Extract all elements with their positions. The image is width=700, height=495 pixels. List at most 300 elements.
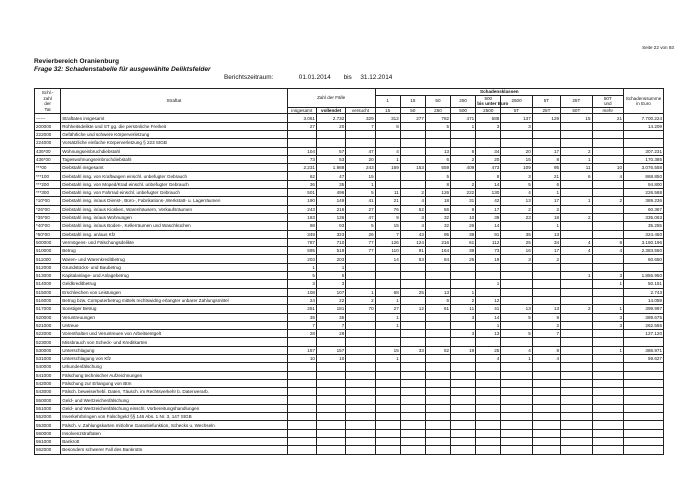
row-value: 312 bbox=[375, 114, 400, 122]
row-value bbox=[592, 371, 624, 379]
row-value bbox=[561, 346, 592, 354]
row-value: 1 bbox=[561, 272, 592, 280]
row-value: 2 bbox=[400, 189, 425, 197]
row-label: Inverkehrbringen von Falschgeld §§ 146 Abs. 1 Nr. 3, 147 StGB bbox=[61, 413, 287, 421]
row-value: 20 bbox=[501, 147, 532, 155]
row-value bbox=[561, 122, 592, 130]
row-value: 35 bbox=[287, 313, 316, 321]
row-value bbox=[624, 263, 664, 271]
row-value bbox=[592, 180, 624, 188]
row-key: 562000 bbox=[35, 446, 61, 454]
row-label: Geldkreditbetrug bbox=[61, 280, 287, 288]
header-vollendet: vollendet bbox=[316, 107, 345, 114]
row-value: 12 bbox=[476, 296, 501, 304]
row-value bbox=[375, 437, 400, 445]
row-value: 27 bbox=[287, 122, 316, 130]
row-value bbox=[400, 338, 425, 346]
row-value: 2 bbox=[346, 296, 375, 304]
row-value bbox=[346, 354, 375, 362]
row-value bbox=[561, 255, 592, 263]
row-value: 93 bbox=[316, 222, 345, 230]
row-value: 23 bbox=[501, 213, 532, 221]
row-value bbox=[476, 396, 501, 404]
row-key: 521000 bbox=[35, 321, 61, 329]
row-value: 8 bbox=[451, 147, 476, 155]
header-schadenssumme-2: in Euro bbox=[636, 101, 651, 107]
row-value: 61 bbox=[451, 238, 476, 246]
row-value: 20 bbox=[346, 155, 375, 163]
row-value bbox=[592, 222, 624, 230]
row-value: 129 bbox=[532, 114, 560, 122]
row-value: 52 bbox=[400, 205, 425, 213]
table-row bbox=[35, 164, 664, 172]
row-value bbox=[400, 263, 425, 271]
row-value bbox=[561, 330, 592, 338]
row-value bbox=[592, 338, 624, 346]
row-value bbox=[476, 446, 501, 454]
row-value: 216 bbox=[316, 205, 345, 213]
row-value bbox=[375, 180, 400, 188]
row-value: 389.675 bbox=[624, 313, 664, 321]
row-value bbox=[425, 396, 450, 404]
row-key: 514000 bbox=[35, 280, 61, 288]
row-value bbox=[400, 429, 425, 437]
row-label: Grundstücks- und Baubetrug bbox=[61, 263, 287, 271]
row-key: ***300 bbox=[35, 189, 61, 197]
row-value: 28 bbox=[287, 330, 316, 338]
row-value: 107 bbox=[316, 288, 345, 296]
header-upper: 250 bbox=[451, 95, 476, 107]
row-value: 1 bbox=[451, 288, 476, 296]
row-value: 41 bbox=[346, 197, 375, 205]
row-value: 1.988 bbox=[316, 164, 345, 172]
row-value bbox=[346, 330, 375, 338]
row-value: 153 bbox=[400, 164, 425, 172]
row-value bbox=[561, 363, 592, 371]
row-key: *26*00 bbox=[35, 205, 61, 213]
row-value bbox=[346, 139, 375, 147]
header-und: und bbox=[603, 101, 612, 107]
row-value: 27 bbox=[346, 205, 375, 213]
row-value: 1.855.950 bbox=[624, 272, 664, 280]
row-value bbox=[592, 330, 624, 338]
row-value: 3 bbox=[476, 122, 501, 130]
row-value bbox=[561, 263, 592, 271]
row-value: 61 bbox=[425, 305, 450, 313]
row-value bbox=[532, 379, 560, 387]
row-value: 91 bbox=[400, 247, 425, 255]
row-value: 3 bbox=[592, 313, 624, 321]
row-value: 76 bbox=[375, 205, 400, 213]
row-value bbox=[624, 437, 664, 445]
row-value bbox=[346, 421, 375, 429]
row-value: 1 bbox=[375, 155, 400, 163]
row-value: 183 bbox=[287, 213, 316, 221]
row-value: 11 bbox=[451, 305, 476, 313]
period-from: 01.01.2014 bbox=[298, 74, 331, 81]
row-value bbox=[287, 130, 316, 138]
row-value: 32 bbox=[425, 213, 450, 221]
row-value bbox=[287, 388, 316, 396]
period-to: 31.12.2014 bbox=[360, 74, 393, 81]
row-value bbox=[451, 371, 476, 379]
row-value: 21 bbox=[592, 114, 624, 122]
row-value: 7 bbox=[346, 122, 375, 130]
row-key: 541000 bbox=[35, 371, 61, 379]
row-value bbox=[425, 371, 450, 379]
row-value: 62 bbox=[287, 172, 316, 180]
row-value bbox=[592, 288, 624, 296]
row-value bbox=[561, 338, 592, 346]
row-value: 1 bbox=[561, 155, 592, 163]
row-value: 17 bbox=[532, 247, 560, 255]
row-value: 4 bbox=[501, 189, 532, 197]
row-value: 10 bbox=[316, 354, 345, 362]
row-value bbox=[400, 172, 425, 180]
row-value: 5 bbox=[346, 222, 375, 230]
row-value bbox=[400, 272, 425, 280]
row-value: 1 bbox=[592, 305, 624, 313]
row-value bbox=[532, 413, 560, 421]
table-row bbox=[35, 446, 664, 454]
row-value bbox=[375, 263, 400, 271]
reporting-period bbox=[224, 74, 392, 81]
table-row bbox=[35, 213, 664, 221]
row-value bbox=[346, 379, 375, 387]
row-value: 47 bbox=[316, 172, 345, 180]
row-value: 28 bbox=[316, 330, 345, 338]
row-value bbox=[375, 388, 400, 396]
row-value: 39 bbox=[451, 247, 476, 255]
row-value: 5 bbox=[501, 330, 532, 338]
row-value: 2.383.550 bbox=[624, 247, 664, 255]
row-value: 18 bbox=[425, 197, 450, 205]
row-value bbox=[287, 429, 316, 437]
table-row bbox=[35, 155, 664, 163]
row-key: ***00 bbox=[35, 164, 61, 172]
row-value bbox=[592, 396, 624, 404]
row-value bbox=[451, 280, 476, 288]
row-key: 560000 bbox=[35, 429, 61, 437]
row-value bbox=[400, 139, 425, 147]
row-value bbox=[532, 437, 560, 445]
row-value: 25 bbox=[501, 238, 532, 246]
row-value bbox=[375, 272, 400, 280]
row-value: 5 bbox=[501, 313, 532, 321]
row-value bbox=[451, 363, 476, 371]
row-value bbox=[400, 330, 425, 338]
row-value: 203 bbox=[287, 255, 316, 263]
row-value bbox=[400, 280, 425, 288]
row-value bbox=[316, 413, 345, 421]
row-value: 222 bbox=[451, 189, 476, 197]
row-value: 56 bbox=[425, 205, 450, 213]
row-value: 14 bbox=[375, 255, 400, 263]
org-title: Revierbereich Oranienburg bbox=[34, 58, 120, 65]
row-value: 110 bbox=[375, 247, 400, 255]
row-value: 43 bbox=[400, 230, 425, 238]
row-value: 6 bbox=[532, 180, 560, 188]
row-label: Diebstahl insg. in/aus Kiosken, Warenhäusern, Verkaufsräumen bbox=[61, 205, 287, 213]
row-value bbox=[561, 180, 592, 188]
row-value: 4 bbox=[592, 247, 624, 255]
row-value bbox=[501, 280, 532, 288]
row-value: 710 bbox=[316, 238, 345, 246]
row-value bbox=[425, 263, 450, 271]
row-value: 14 bbox=[476, 222, 501, 230]
row-value: 9 bbox=[451, 205, 476, 213]
row-value bbox=[400, 130, 425, 138]
row-value bbox=[476, 429, 501, 437]
header-upper: 15 bbox=[400, 95, 425, 107]
row-label: Straftaten insgesamt bbox=[61, 114, 287, 122]
row-value: 108 bbox=[287, 288, 316, 296]
row-key: *10*00 bbox=[35, 197, 61, 205]
table-row bbox=[35, 371, 664, 379]
row-value bbox=[592, 189, 624, 197]
row-value: 13 bbox=[532, 305, 560, 313]
row-value bbox=[561, 321, 592, 329]
row-value bbox=[624, 139, 664, 147]
row-value: 496 bbox=[316, 189, 345, 197]
row-value: 588 bbox=[476, 114, 501, 122]
row-value bbox=[476, 338, 501, 346]
header-schl: Schl.- bbox=[41, 90, 54, 95]
row-value bbox=[501, 404, 532, 412]
header-upper: 50 bbox=[425, 95, 450, 107]
row-value: 73 bbox=[287, 155, 316, 163]
row-label: Vorenthalten und Veruntreuen von Arbeitsentgelt bbox=[61, 330, 287, 338]
row-value: 4 bbox=[400, 197, 425, 205]
table-row bbox=[35, 172, 664, 180]
table-row bbox=[35, 230, 664, 238]
row-label: Kapitalanlage- und Anlagebetrug bbox=[61, 272, 287, 280]
row-label: Diebstahl insg. von Moped/Krad einschl. unbefugter Gebrauch bbox=[61, 180, 287, 188]
row-value bbox=[425, 130, 450, 138]
row-key: 540000 bbox=[35, 363, 61, 371]
row-value: 11 bbox=[375, 189, 400, 197]
row-value bbox=[400, 296, 425, 304]
row-value: 31 bbox=[451, 197, 476, 205]
row-value bbox=[476, 288, 501, 296]
row-value bbox=[316, 421, 345, 429]
row-value bbox=[346, 272, 375, 280]
row-value: 2 bbox=[451, 155, 476, 163]
row-value: 7 bbox=[532, 330, 560, 338]
row-label: Diebstahl insg. von Kraftwagen einschl. unbefugter Gebrauch bbox=[61, 172, 287, 180]
row-value: 39 bbox=[476, 213, 501, 221]
row-value: 104 bbox=[287, 147, 316, 155]
row-value bbox=[451, 396, 476, 404]
row-value bbox=[476, 413, 501, 421]
row-value: 57 bbox=[316, 147, 345, 155]
row-key: 516000 bbox=[35, 296, 61, 304]
row-value bbox=[400, 421, 425, 429]
row-value: 277 bbox=[400, 114, 425, 122]
row-value: 20 bbox=[316, 122, 345, 130]
row-value: 127.120 bbox=[624, 330, 664, 338]
table-row bbox=[35, 330, 664, 338]
header-bis-unter: bis unter Euro bbox=[477, 101, 509, 107]
row-value bbox=[400, 446, 425, 454]
row-value bbox=[532, 130, 560, 138]
row-value: 157 bbox=[316, 346, 345, 354]
row-value bbox=[532, 272, 560, 280]
table-row bbox=[35, 247, 664, 255]
header-upper: 25T bbox=[561, 95, 592, 107]
row-value bbox=[375, 139, 400, 147]
row-value bbox=[592, 130, 624, 138]
table-header bbox=[35, 89, 664, 114]
row-value: 9 bbox=[532, 313, 560, 321]
row-value bbox=[425, 404, 450, 412]
row-value: 1 bbox=[346, 288, 375, 296]
row-value bbox=[561, 404, 592, 412]
row-value: 20 bbox=[476, 155, 501, 163]
header-lower: 5T bbox=[501, 107, 532, 114]
row-value bbox=[425, 313, 450, 321]
row-value: 14.059 bbox=[624, 296, 664, 304]
row-value: 349 bbox=[287, 230, 316, 238]
table-row bbox=[35, 147, 664, 155]
row-value: 136 bbox=[316, 213, 345, 221]
row-label: Erschleichen von Leistungen bbox=[61, 288, 287, 296]
row-value: 24 bbox=[287, 296, 316, 304]
row-value bbox=[501, 379, 532, 387]
row-value bbox=[346, 371, 375, 379]
row-label: Waren- und Warenkreditbetrug bbox=[61, 255, 287, 263]
row-value: 8 bbox=[532, 155, 560, 163]
header-lower: mehr bbox=[592, 107, 624, 114]
row-value: 3 bbox=[501, 255, 532, 263]
row-value: 559 bbox=[425, 164, 450, 172]
row-value bbox=[287, 371, 316, 379]
row-value bbox=[451, 321, 476, 329]
row-value: 17 bbox=[476, 205, 501, 213]
row-value bbox=[561, 222, 592, 230]
row-value: 5 bbox=[316, 272, 345, 280]
header-upper: 1 bbox=[375, 95, 400, 107]
row-value: 1 bbox=[375, 313, 400, 321]
row-value bbox=[400, 354, 425, 362]
row-key: 222000 bbox=[35, 130, 61, 138]
row-value bbox=[501, 363, 532, 371]
row-value: 14.209 bbox=[624, 122, 664, 130]
header-lower: 25T bbox=[532, 107, 560, 114]
row-value: 25 bbox=[451, 255, 476, 263]
row-value bbox=[624, 446, 664, 454]
row-key: *40*00 bbox=[35, 222, 61, 230]
row-value: 9 bbox=[375, 213, 400, 221]
row-value: 262.555 bbox=[624, 321, 664, 329]
row-label: Fälschung zur Erlangung von Btm bbox=[61, 379, 287, 387]
row-value: 39 bbox=[451, 230, 476, 238]
row-value: 15 bbox=[501, 155, 532, 163]
row-value bbox=[532, 139, 560, 147]
row-value: 17 bbox=[532, 197, 560, 205]
row-value: 2.231 bbox=[287, 164, 316, 172]
table-row bbox=[35, 139, 664, 147]
row-value bbox=[425, 338, 450, 346]
row-value bbox=[532, 122, 560, 130]
row-label: Urkundenfälschung bbox=[61, 363, 287, 371]
row-value bbox=[400, 404, 425, 412]
row-value: 1 bbox=[561, 197, 592, 205]
row-value: 1 bbox=[375, 296, 400, 304]
row-value: 4 bbox=[476, 354, 501, 362]
row-key: *35*00 bbox=[35, 213, 61, 221]
row-value: 5 bbox=[346, 189, 375, 197]
row-value bbox=[400, 396, 425, 404]
row-value bbox=[592, 139, 624, 147]
row-value bbox=[501, 446, 532, 454]
row-value bbox=[592, 205, 624, 213]
row-value bbox=[287, 363, 316, 371]
row-value bbox=[561, 189, 592, 197]
row-value bbox=[532, 296, 560, 304]
header-lower: 2500 bbox=[476, 107, 501, 114]
row-value bbox=[532, 263, 560, 271]
row-label: Vermögens- und Fälschungsdelikte bbox=[61, 238, 287, 246]
row-value: 21 bbox=[375, 197, 400, 205]
row-value: 5 bbox=[501, 180, 532, 188]
row-value: 12 bbox=[400, 305, 425, 313]
header-lower: 250 bbox=[425, 107, 450, 114]
row-value: 68 bbox=[375, 288, 400, 296]
row-value bbox=[592, 379, 624, 387]
row-value bbox=[476, 139, 501, 147]
row-value: 2 bbox=[561, 305, 592, 313]
row-value: 251 bbox=[287, 305, 316, 313]
row-value: 22 bbox=[316, 296, 345, 304]
row-value: 19 bbox=[476, 255, 501, 263]
row-value: 1 bbox=[375, 321, 400, 329]
row-key: 561000 bbox=[35, 437, 61, 445]
row-value: 203 bbox=[316, 255, 345, 263]
row-key: 515000 bbox=[35, 288, 61, 296]
row-label: Wohnungseinbruchdiebstahl bbox=[61, 147, 287, 155]
row-value bbox=[501, 413, 532, 421]
row-value bbox=[451, 338, 476, 346]
row-value bbox=[316, 429, 345, 437]
row-value bbox=[425, 437, 450, 445]
row-key: 200000 bbox=[35, 122, 61, 130]
row-value bbox=[425, 388, 450, 396]
row-value bbox=[346, 313, 375, 321]
row-value bbox=[451, 379, 476, 387]
row-value bbox=[451, 421, 476, 429]
row-value: 518 bbox=[316, 247, 345, 255]
row-value: 4 bbox=[561, 247, 592, 255]
row-value bbox=[451, 437, 476, 445]
row-value bbox=[476, 388, 501, 396]
row-value: 52 bbox=[425, 346, 450, 354]
row-value bbox=[532, 429, 560, 437]
row-value bbox=[316, 388, 345, 396]
row-value: 18 bbox=[532, 213, 560, 221]
row-label: Unterschlagung von Kfz bbox=[61, 354, 287, 362]
row-value: 3 bbox=[592, 272, 624, 280]
row-value: 7.700.224 bbox=[624, 114, 664, 122]
row-key: 551000 bbox=[35, 404, 61, 412]
row-value bbox=[287, 338, 316, 346]
row-value bbox=[375, 338, 400, 346]
row-value bbox=[624, 363, 664, 371]
row-value bbox=[532, 288, 560, 296]
row-value bbox=[592, 437, 624, 445]
damage-table bbox=[34, 88, 664, 455]
question-title: Frage 32: Schadenstabelle für ausgewählte Deliktsfelder bbox=[34, 66, 211, 73]
